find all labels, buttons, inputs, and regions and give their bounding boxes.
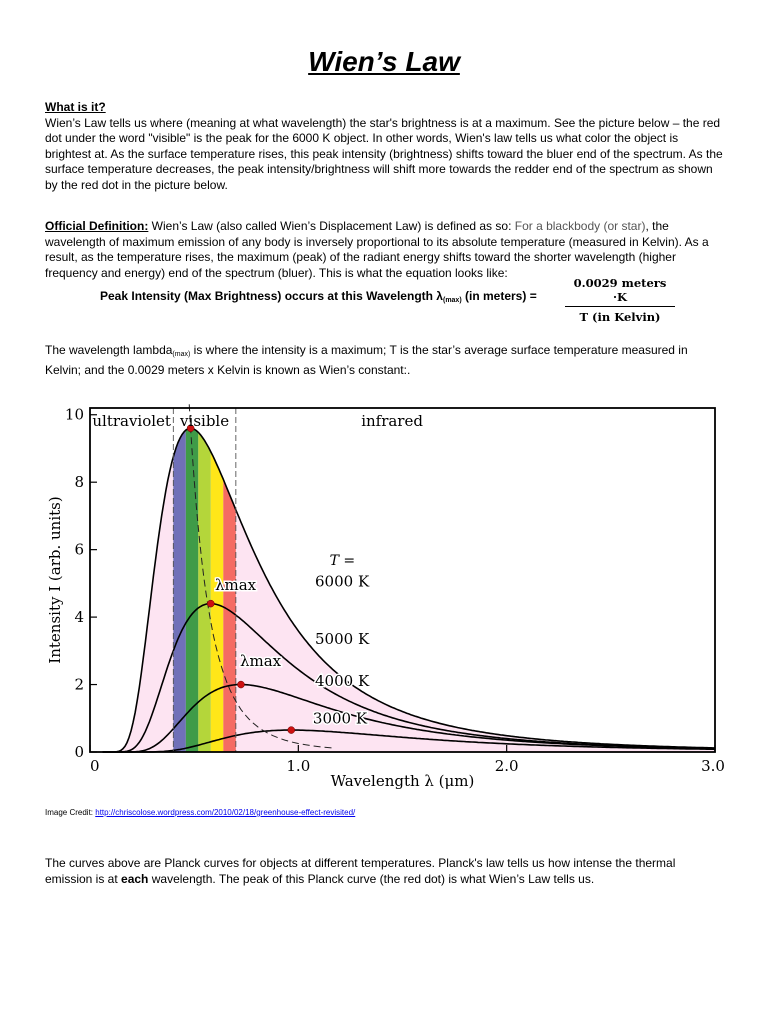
definition-text-end: , the wavelength of maximum emission of any body is inversely proportional to its absolute temperature (measured in Kelvin). As a result, as the temperature rises, the maximum (peak) of the radiant energy shifts toward the shorter wavelength (higher frequency and energy) end of the spectrum (bluer). This is what the equation looks like: — [45, 219, 709, 280]
formula-denominator: T (in Kelvin) — [579, 310, 661, 324]
series-label-6000: 6000 K — [315, 572, 370, 591]
lambda-text-end: is where the intensity is a maximum; T is the star’s average surface temperature measured in Kelvin; and the 0.0029 meters x Kelvin is known as Wien’s constant:. — [45, 343, 688, 377]
page-title: Wien’s Law — [308, 46, 460, 77]
visible-band-4 — [223, 480, 236, 753]
x-tick-label: 0 — [90, 757, 100, 775]
lambda-text-start: The wavelength lambda — [45, 343, 173, 357]
image-credit-label: Image Credit: — [45, 808, 96, 817]
lambda-max-label: λmax — [240, 652, 282, 670]
y-tick-label: 10 — [64, 405, 84, 424]
y-axis-label: Intensity I (arb. units) — [46, 496, 64, 664]
lambda-sub: (max) — [172, 351, 191, 358]
peak-dot-5000 — [207, 600, 214, 607]
what-is-it-heading: What is it? — [45, 100, 106, 114]
region-label-visible: visible — [180, 412, 230, 430]
wien-formula — [100, 276, 720, 324]
closing-text-start: The curves above are Planck curves for objects at different temperatures. Planck's law tells us how intense the thermal emission is at — [45, 856, 676, 886]
lambda-paragraph — [45, 343, 725, 378]
formula-lhs-text: Peak Intensity (Max Brightness) occurs at this Wavelength λ — [100, 289, 443, 303]
formula-lhs-sub: (max) — [442, 297, 462, 304]
official-definition-section — [45, 219, 725, 281]
official-definition-heading: Official Definition: — [45, 219, 149, 233]
peak-dot-3000 — [288, 727, 295, 734]
series-label-4000: 4000 K — [315, 672, 370, 691]
x-axis-label: Wavelength λ (μm) — [330, 772, 475, 790]
x-tick-label: 2.0 — [494, 757, 519, 775]
formula-fraction — [565, 276, 675, 324]
definition-text-start: Wien’s Law (also called Wien’s Displacement Law) is defined as so: — [148, 219, 515, 233]
formula-numerator: 0.0029 meters ·K — [565, 276, 675, 307]
y-tick-label: 8 — [74, 473, 84, 492]
region-label-ultraviolet: ultraviolet — [92, 412, 171, 430]
what-is-it-text: Wien’s Law tells us where (meaning at what wavelength) the star's brightness is at a maximum. See the picture below – the red dot under the word "visible" is the peak for the 6000 K object. In other words, Wien's law tells us what color the object is brightest at. As the surface temperature rises, this peak intensity (brightness) shifts toward the bluer end of the spectrum. As the surface temperature decreases, the peak intensity/brightness will shift more towards the redder end of the spectrum as shown by the red dot in the picture below. — [45, 115, 723, 192]
closing-paragraph — [45, 856, 725, 887]
image-credit-link[interactable]: http://chriscolose.wordpress.com/2010/02/18/greenhouse-effect-revisited/ — [95, 808, 356, 817]
temperature-label: T = — [329, 552, 356, 569]
x-tick-label: 1.0 — [286, 757, 311, 775]
visible-band-2 — [198, 432, 211, 752]
blackbody-text: For a blackbody (or star) — [514, 219, 646, 233]
closing-bold: each — [121, 871, 149, 886]
y-tick-label: 0 — [74, 743, 84, 761]
series-label-3000: 3000 K — [312, 709, 368, 728]
y-tick-label: 4 — [74, 608, 84, 627]
region-label-infrared: infrared — [361, 412, 423, 430]
what-is-it-section — [45, 100, 725, 193]
peak-dot-4000 — [237, 681, 244, 688]
formula-lhs-tail: (in meters) = — [461, 289, 537, 303]
formula-lhs — [100, 289, 537, 304]
x-tick-label: 3.0 — [701, 757, 725, 775]
visible-band-0 — [173, 430, 186, 752]
lambda-max-label: λmax — [215, 576, 257, 595]
y-tick-label: 2 — [74, 675, 84, 694]
planck-chart — [40, 398, 730, 798]
image-credit — [45, 808, 355, 817]
closing-text-end: wavelength. The peak of this Planck curve (the red dot) is what Wien’s Law tells us. — [148, 871, 595, 886]
series-label-5000: 5000 K — [315, 630, 370, 649]
y-tick-label: 6 — [74, 540, 84, 559]
